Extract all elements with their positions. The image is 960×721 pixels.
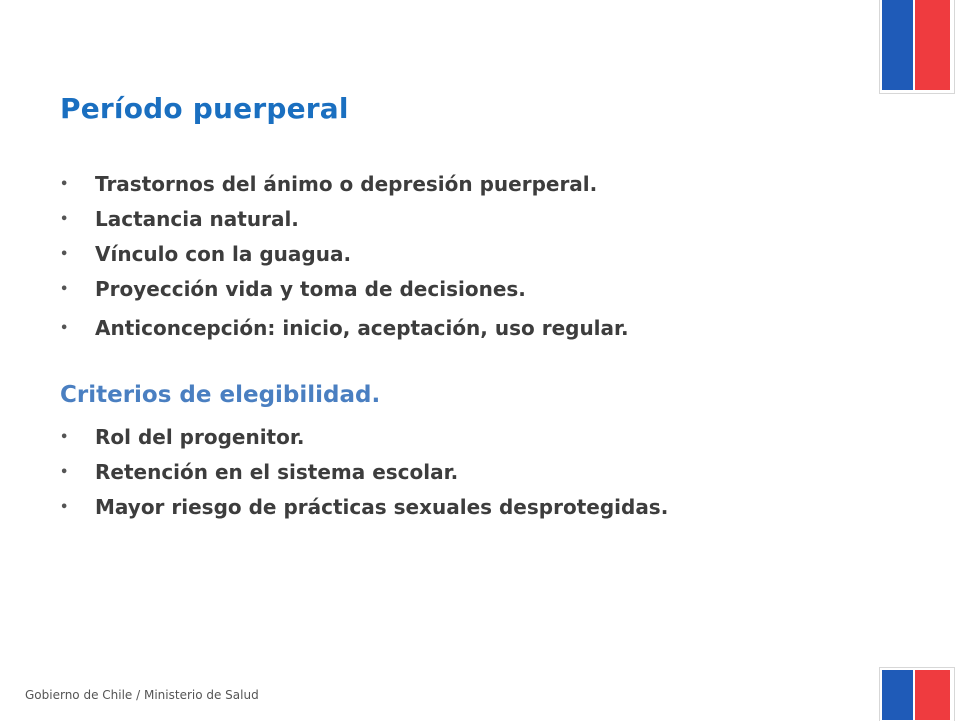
list-item-text: Rol del progenitor.: [95, 425, 305, 449]
flag-blue-stripe: [882, 0, 913, 90]
list-item: [60, 420, 668, 455]
bullet-icon: •: [60, 465, 69, 480]
criteria-list: [60, 420, 668, 525]
list-item: [60, 490, 668, 525]
list-item: [60, 272, 629, 307]
bullet-icon: •: [60, 282, 69, 297]
list-item-text: Mayor riesgo de prácticas sexuales desprotegidas.: [95, 495, 669, 519]
list-item: [60, 167, 629, 202]
list-item-text: Lactancia natural.: [95, 207, 299, 231]
footer-text: Gobierno de Chile / Ministerio de Salud: [25, 688, 259, 702]
puerperal-list: [60, 167, 629, 346]
list-item: [60, 455, 668, 490]
bullet-icon: •: [60, 430, 69, 445]
list-item-text: Retención en el sistema escolar.: [95, 460, 459, 484]
flag-red-stripe: [915, 0, 950, 90]
list-item-text: Vínculo con la guagua.: [95, 242, 352, 266]
list-item: [60, 202, 629, 237]
list-item: [60, 237, 629, 272]
chile-flag-logo-top: [882, 0, 950, 90]
list-item-text: Proyección vida y toma de decisiones.: [95, 277, 526, 301]
criteria-subtitle: Criterios de elegibilidad.: [60, 382, 381, 408]
slide-title: Período puerperal: [60, 92, 349, 125]
bullet-icon: •: [60, 247, 69, 262]
bullet-icon: •: [60, 177, 69, 192]
list-item-text: Anticoncepción: inicio, aceptación, uso regular.: [95, 316, 629, 340]
list-item: [60, 311, 629, 346]
chile-flag-logo-bottom: [882, 670, 950, 720]
flag-blue-stripe: [882, 670, 913, 720]
flag-red-stripe: [915, 670, 950, 720]
list-item-text: Trastornos del ánimo o depresión puerperal.: [95, 172, 598, 196]
bullet-icon: •: [60, 321, 69, 336]
bullet-icon: •: [60, 212, 69, 227]
bullet-icon: •: [60, 500, 69, 515]
